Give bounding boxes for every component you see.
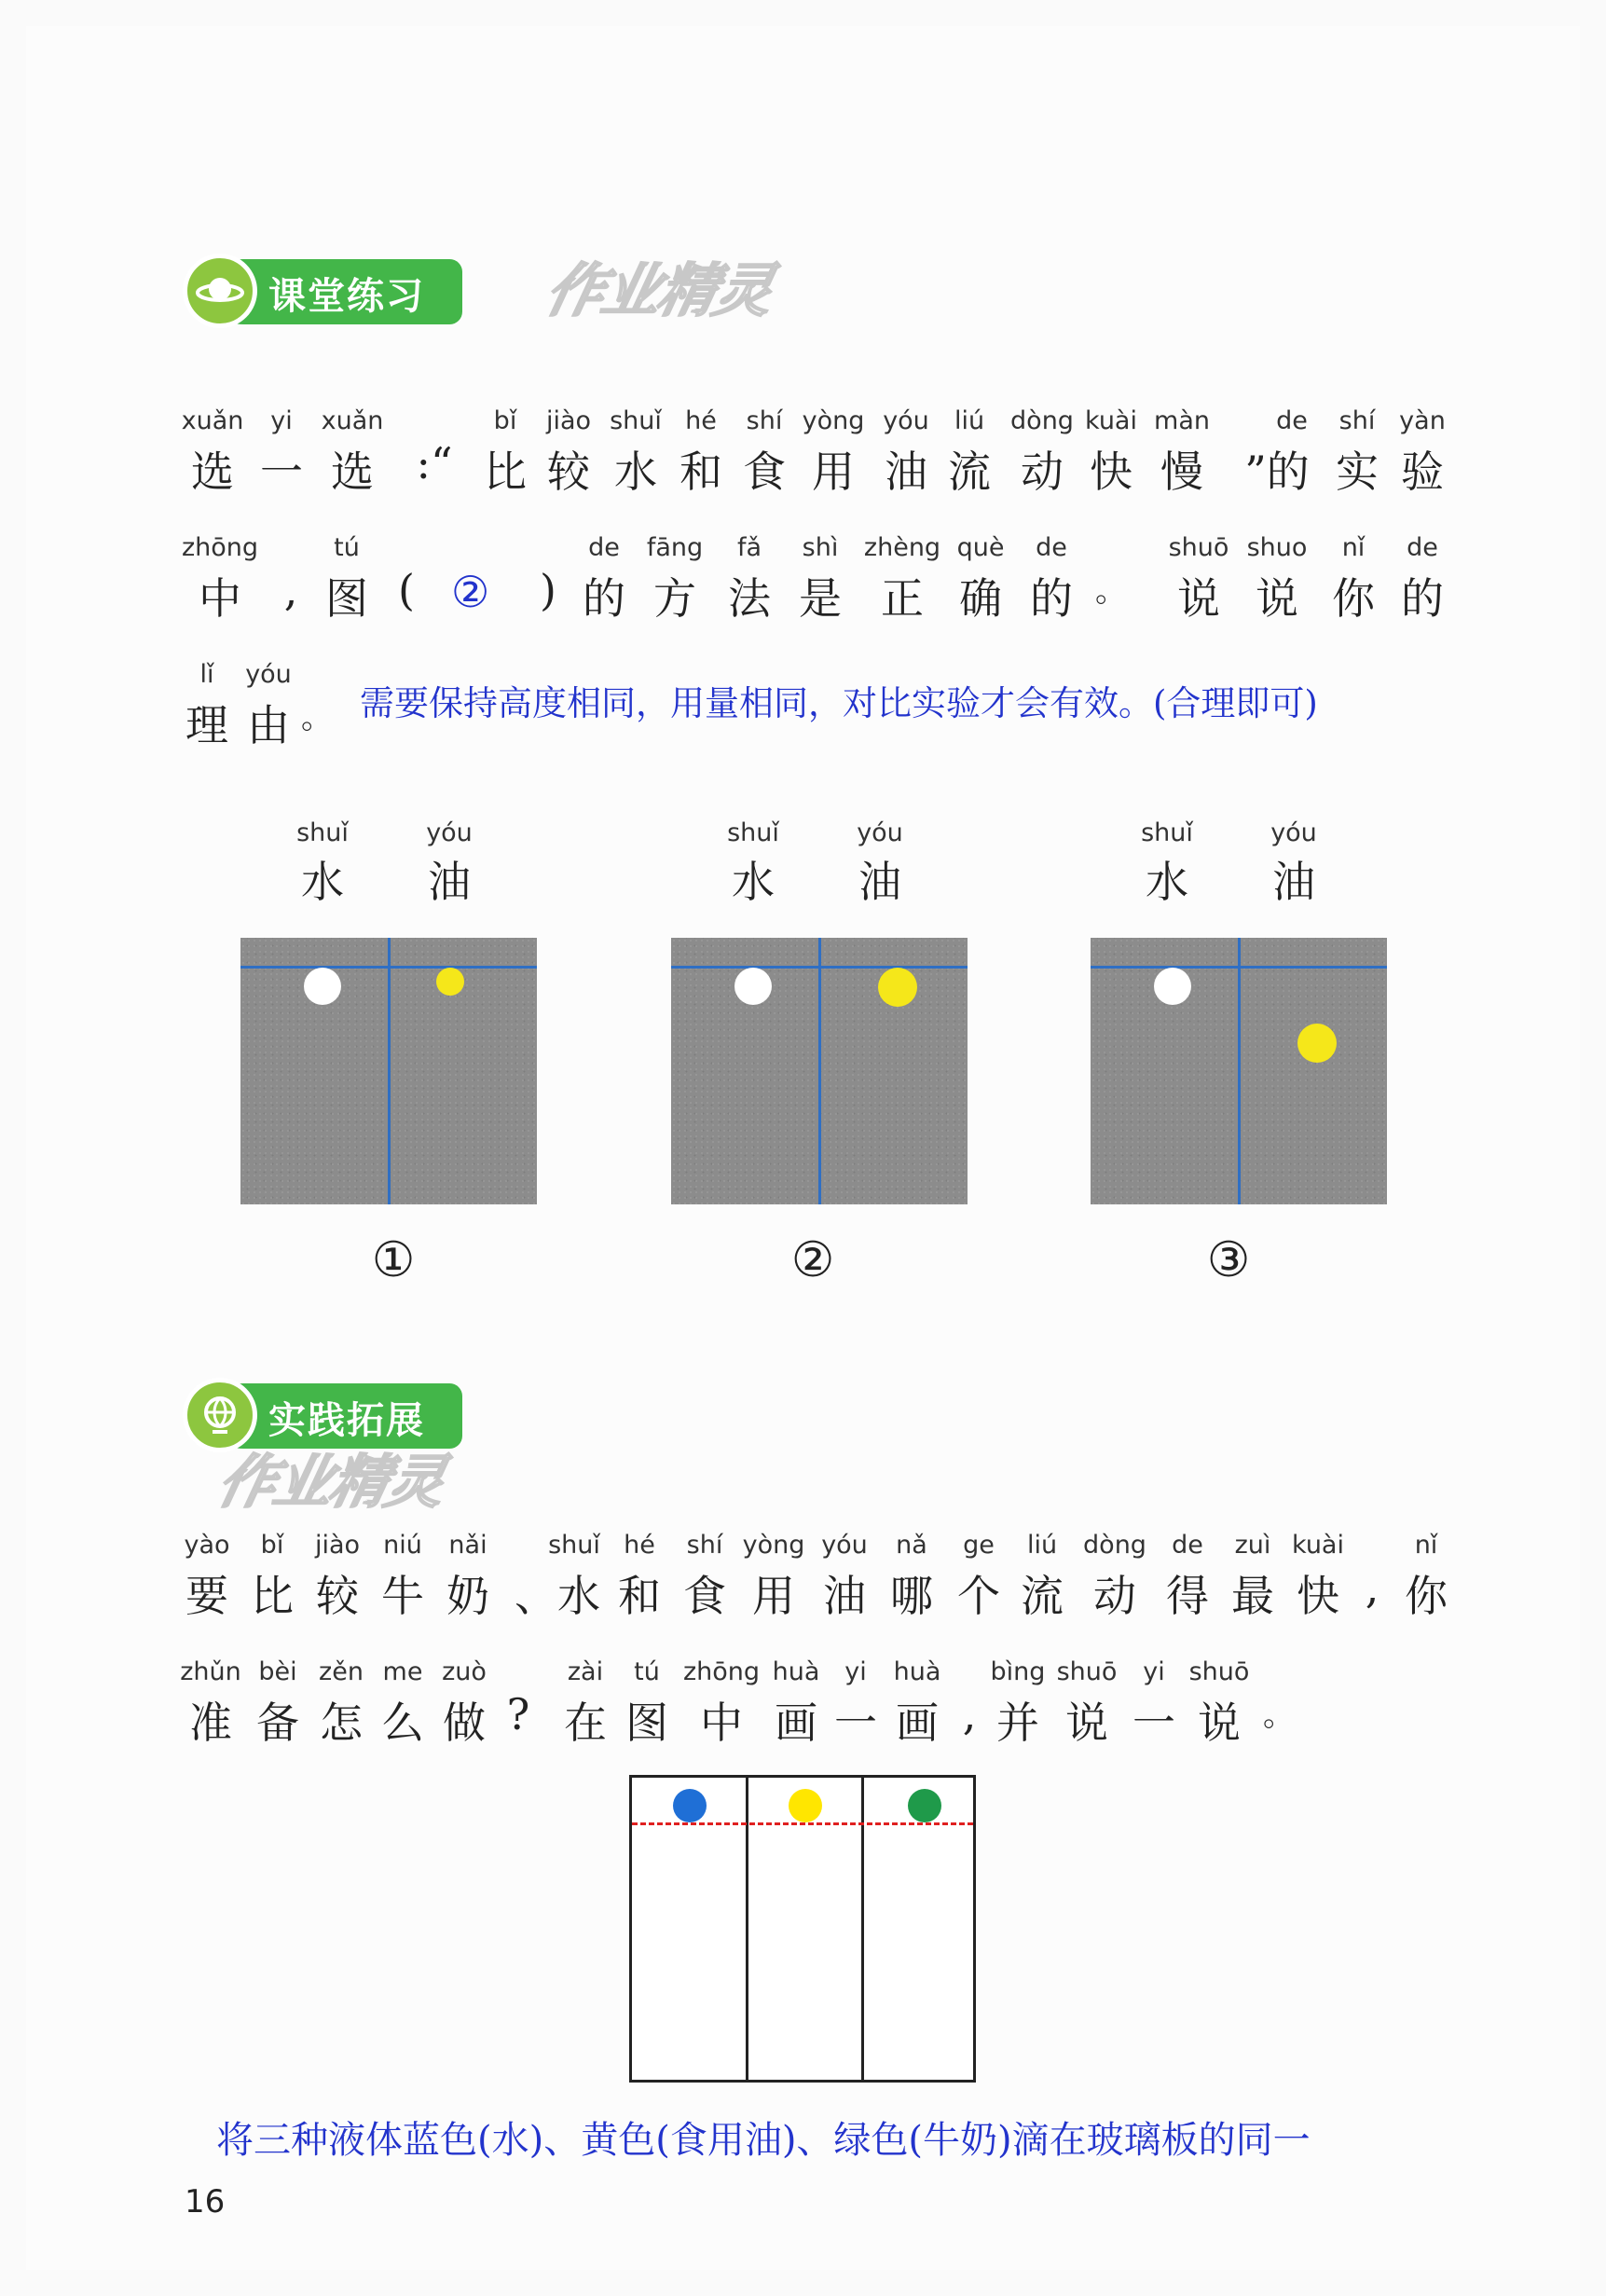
hanzi: 。 (1095, 572, 1127, 610)
drawing-grid[interactable] (629, 1775, 976, 2083)
oil-drop (1297, 1024, 1337, 1063)
label-oil: 油 (428, 857, 471, 907)
pinyin: jiào (314, 1531, 361, 1560)
pinyin: bǐ (260, 1531, 284, 1560)
option-number: ② (790, 1232, 835, 1288)
pinyin: liú (1026, 1531, 1058, 1560)
oil-drop (878, 968, 917, 1007)
pinyin: yi (1143, 1657, 1165, 1686)
divider-line (1238, 938, 1241, 1204)
yellow-drop (789, 1789, 822, 1822)
pinyin: yào (184, 1531, 230, 1560)
hanzi: 油 (885, 447, 927, 497)
page-number: 16 (185, 2183, 226, 2220)
glass-board (1091, 938, 1387, 1204)
hanzi: 一 (260, 447, 303, 497)
pinyin: bǐ (493, 406, 517, 435)
hanzi: 画 (775, 1698, 817, 1748)
hanzi: 用 (812, 447, 855, 497)
pinyin: shì (802, 533, 839, 562)
hanzi: 选 (331, 447, 374, 497)
pinyin: yàn (1399, 406, 1446, 435)
pinyin: kuài (1292, 1531, 1344, 1560)
pinyin: tú (634, 1657, 660, 1686)
hanzi: 食 (743, 447, 786, 497)
pinyin: zhǔn (180, 1657, 241, 1686)
hanzi: 法 (728, 573, 771, 624)
hanzi: 和 (618, 1571, 661, 1621)
hanzi: 怎 (320, 1698, 363, 1748)
hanzi: 。 (301, 699, 333, 736)
label-oil: 油 (858, 857, 901, 907)
hanzi: 你 (1405, 1571, 1448, 1621)
water-drop (734, 968, 772, 1005)
pinyin: liú (954, 406, 985, 435)
section-header-practice (183, 254, 462, 328)
hanzi: 准 (189, 1698, 232, 1748)
hanzi: 验 (1401, 447, 1444, 497)
hanzi: 要 (185, 1571, 228, 1621)
label-pinyin: shuǐ (1141, 818, 1193, 847)
pinyin: bèi (258, 1657, 297, 1686)
pinyin: yóu (245, 660, 292, 689)
hanzi: ? (506, 1689, 530, 1739)
label-pinyin: shuǐ (727, 818, 779, 847)
pinyin: què (956, 533, 1005, 562)
hanzi: 的 (583, 573, 625, 624)
pinyin: hé (624, 1531, 655, 1560)
pinyin: fāng (646, 533, 704, 562)
hanzi: 确 (959, 573, 1002, 624)
pinyin: shí (686, 1531, 723, 1560)
glass-board (671, 938, 968, 1204)
green-drop (908, 1789, 941, 1822)
pinyin: dòng (1010, 406, 1074, 435)
pinyin: huà (893, 1657, 941, 1686)
hanzi: 、水 (515, 1571, 600, 1621)
hanzi: 动 (1021, 447, 1064, 497)
hanzi: 动 (1093, 1571, 1136, 1621)
pinyin: yi (270, 406, 293, 435)
oil-drop (436, 968, 464, 996)
pinyin: zuì (1234, 1531, 1271, 1560)
pinyin: shí (746, 406, 783, 435)
pinyin: ge (963, 1531, 995, 1560)
pinyin: shuō (1056, 1657, 1118, 1686)
label-water: 水 (732, 857, 775, 907)
pinyin: de (1036, 533, 1067, 562)
hanzi: ) (540, 565, 556, 615)
hanzi: 由 (247, 700, 290, 750)
hanzi: 做 (443, 1698, 486, 1748)
pinyin: zuò (442, 1657, 487, 1686)
hanzi: 牛 (381, 1571, 424, 1621)
section-title: 实践拓展 (268, 1399, 425, 1442)
pinyin: zěn (319, 1657, 364, 1686)
hanzi: , (962, 1689, 977, 1739)
hanzi: 中 (199, 573, 241, 624)
label-water: 水 (1146, 857, 1188, 907)
pinyin: xuǎn (181, 406, 244, 435)
pinyin: shuǐ (548, 1531, 600, 1560)
pinyin: yi (844, 1657, 867, 1686)
hanzi: ”的 (1244, 447, 1310, 497)
answer-reason: 需要保持高度相同，用量相同，对比实验才会有效。(合理即可) (360, 683, 1318, 723)
hanzi: 流 (1021, 1571, 1064, 1621)
section-title: 课堂练习 (268, 275, 425, 318)
hanzi: 水 (614, 447, 657, 497)
watermark: 作业精灵 (212, 1448, 450, 1516)
hanzi: 选 (191, 447, 234, 497)
pinyin: hé (685, 406, 717, 435)
hanzi: 比 (251, 1571, 294, 1621)
pinyin: zhōng (181, 533, 259, 562)
pinyin: tú (334, 533, 360, 562)
hanzi: 慢 (1160, 447, 1203, 497)
pinyin: me (382, 1657, 423, 1686)
divider-line (388, 938, 391, 1204)
hanzi: 说 (1198, 1698, 1241, 1748)
hanzi: , (283, 565, 298, 615)
hanzi: 你 (1332, 573, 1375, 624)
pinyin: lǐ (199, 660, 214, 689)
label-oil: 油 (1272, 857, 1315, 907)
hanzi: :“ (416, 438, 453, 488)
divider-line (818, 938, 821, 1204)
pinyin: yóu (821, 1531, 868, 1560)
hanzi: 油 (823, 1571, 866, 1621)
pinyin: de (1276, 406, 1308, 435)
hanzi: 。 (1263, 1697, 1295, 1734)
hanzi: 较 (316, 1571, 359, 1621)
hanzi: 流 (948, 447, 991, 497)
pinyin: zhōng (682, 1657, 761, 1686)
glass-board (240, 938, 537, 1204)
pinyin: màn (1154, 406, 1210, 435)
pinyin: dòng (1083, 1531, 1146, 1560)
label-pinyin: yóu (426, 818, 473, 847)
water-drop (304, 968, 341, 1005)
start-line-dashed (632, 1822, 973, 1825)
pinyin: shuo (1246, 533, 1308, 562)
pinyin: shuō (1188, 1657, 1250, 1686)
watermark: 作业精灵 (540, 256, 778, 324)
pinyin: bìng (990, 1657, 1046, 1686)
hanzi: 哪 (890, 1571, 933, 1621)
pinyin: jiào (545, 406, 592, 435)
hanzi: 在 (564, 1698, 607, 1748)
answer-method: 将三种液体蓝色(水)、黄色(食用油)、绿色(牛奶)滴在玻璃板的同一 (216, 2119, 1311, 2162)
hanzi: 一 (1132, 1698, 1175, 1748)
pinyin: de (588, 533, 620, 562)
hanzi: 快 (1090, 447, 1132, 497)
hanzi: 说 (1065, 1698, 1108, 1748)
hanzi: 方 (653, 573, 696, 624)
hanzi: 说 (1177, 573, 1220, 624)
hanzi: 图 (325, 573, 368, 624)
hanzi: 实 (1336, 447, 1379, 497)
hanzi: 备 (256, 1698, 299, 1748)
hanzi: 和 (679, 447, 722, 497)
pinyin: shuǐ (610, 406, 662, 435)
hanzi: , (1365, 1562, 1380, 1613)
pinyin: zài (567, 1657, 604, 1686)
hanzi: 么 (381, 1698, 424, 1748)
pinyin: nǐ (1341, 533, 1366, 562)
hanzi: 食 (683, 1571, 726, 1621)
hanzi: 正 (881, 573, 924, 624)
pinyin: kuài (1085, 406, 1137, 435)
pinyin: huà (772, 1657, 820, 1686)
hanzi: 中 (700, 1698, 743, 1748)
pinyin: shuō (1168, 533, 1229, 562)
pinyin: nǎ (896, 1531, 927, 1560)
hanzi: 个 (957, 1571, 1000, 1621)
option-number: ① (371, 1232, 416, 1288)
hanzi: 奶 (446, 1571, 489, 1621)
label-pinyin: yóu (1270, 818, 1317, 847)
pinyin: nǎi (448, 1531, 487, 1560)
hanzi: 的 (1030, 573, 1073, 624)
pinyin: de (1407, 533, 1438, 562)
label-pinyin: yóu (857, 818, 903, 847)
saturn-icon (183, 254, 257, 328)
pinyin: yòng (742, 1531, 805, 1560)
hanzi: 是 (799, 573, 842, 624)
pinyin: fǎ (736, 533, 762, 562)
hanzi: 比 (484, 447, 527, 497)
pinyin: zhèng (863, 533, 941, 562)
pinyin: yóu (883, 406, 929, 435)
answer-choice: ② (451, 567, 490, 617)
blue-drop (673, 1789, 707, 1822)
pinyin: xuǎn (321, 406, 384, 435)
hanzi: 并 (996, 1698, 1039, 1748)
hanzi: 用 (752, 1571, 795, 1621)
water-drop (1154, 968, 1191, 1005)
hanzi: 最 (1231, 1571, 1274, 1621)
label-pinyin: shuǐ (296, 818, 349, 847)
hanzi: 说 (1256, 573, 1298, 624)
pinyin: niú (383, 1531, 422, 1560)
pinyin: nǐ (1414, 1531, 1438, 1560)
hanzi: ( (398, 565, 415, 615)
hanzi: 快 (1297, 1571, 1339, 1621)
hanzi: 图 (625, 1698, 668, 1748)
hanzi: 画 (896, 1698, 939, 1748)
label-water: 水 (301, 857, 344, 907)
hanzi: 的 (1401, 573, 1444, 624)
pinyin: de (1172, 1531, 1203, 1560)
hanzi: 较 (547, 447, 590, 497)
hanzi: 理 (185, 700, 228, 750)
pinyin: shí (1338, 406, 1376, 435)
pinyin: yòng (802, 406, 865, 435)
hanzi: 一 (834, 1698, 877, 1748)
option-number: ③ (1206, 1232, 1251, 1288)
hanzi: 得 (1166, 1571, 1209, 1621)
